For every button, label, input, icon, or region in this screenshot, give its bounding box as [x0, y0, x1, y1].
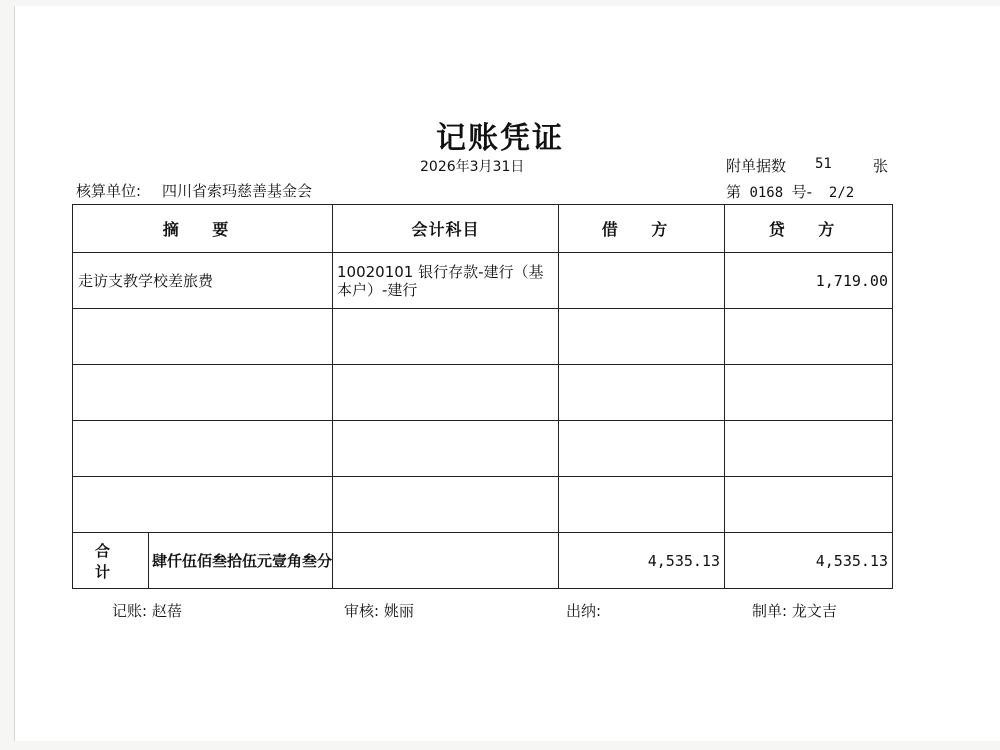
total-label: 合 计 — [73, 533, 149, 588]
bookkeeper-label: 记账: — [112, 602, 148, 620]
total-credit: 4,535.13 — [725, 533, 893, 589]
preparer-signature — [752, 600, 837, 621]
row-account — [333, 421, 559, 477]
total-cell — [73, 533, 333, 589]
header-account: 会计科目 — [333, 205, 559, 253]
bookkeeper-signature — [112, 600, 182, 621]
cashier-signature — [566, 600, 601, 621]
table-header-row — [73, 205, 893, 253]
voucher-number-prefix: 第 — [726, 183, 742, 201]
voucher-page: 2/2 — [828, 185, 855, 201]
bookkeeper-name: 赵蓓 — [151, 602, 182, 620]
accounting-unit-value: 四川省索玛慈善基金会 — [162, 182, 313, 200]
row-summary — [73, 365, 333, 421]
voucher-number-suffix: 号- — [791, 183, 813, 201]
header-debit: 借 方 — [559, 205, 725, 253]
voucher-date: 2026年3月31日 — [420, 159, 525, 175]
row-debit — [559, 477, 725, 533]
accounting-unit-label: 核算单位: — [76, 182, 142, 200]
row-debit — [559, 421, 725, 477]
total-account-empty — [333, 533, 559, 589]
preparer-name: 龙文吉 — [791, 602, 837, 620]
reviewer-name: 姚丽 — [383, 602, 414, 620]
row-account: 10020101 银行存款-建行（基本户）-建行 — [333, 253, 559, 309]
cashier-label: 出纳: — [566, 602, 602, 620]
total-row — [73, 533, 893, 589]
voucher-number-value: 0168 — [749, 185, 784, 201]
table-row — [73, 365, 893, 421]
header-credit: 贷 方 — [725, 205, 893, 253]
row-credit: 1,719.00 — [725, 253, 893, 309]
row-summary — [73, 477, 333, 533]
table-row — [73, 477, 893, 533]
row-debit — [559, 309, 725, 365]
row-debit — [559, 365, 725, 421]
table-row — [73, 253, 893, 309]
row-account — [333, 365, 559, 421]
attachments-label: 附单据数 — [726, 157, 787, 175]
reviewer-signature — [344, 600, 414, 621]
attachments-unit: 张 — [873, 157, 889, 175]
reviewer-label: 审核: — [344, 602, 380, 620]
header-summary: 摘 要 — [73, 205, 333, 253]
row-summary: 走访支教学校差旅费 — [73, 253, 333, 309]
voucher-table — [72, 204, 893, 589]
preparer-label: 制单: — [752, 602, 788, 620]
attachments-count: 51 — [815, 156, 832, 172]
voucher-number — [726, 181, 854, 202]
row-debit — [559, 253, 725, 309]
table-row — [73, 421, 893, 477]
total-amount-words: 肆仟伍佰叁拾伍元壹角叁分 — [151, 552, 332, 570]
table-row — [73, 309, 893, 365]
row-credit — [725, 477, 893, 533]
row-summary — [73, 309, 333, 365]
row-credit — [725, 309, 893, 365]
row-credit — [725, 421, 893, 477]
row-account — [333, 477, 559, 533]
total-debit: 4,535.13 — [559, 533, 725, 589]
row-credit — [725, 365, 893, 421]
row-summary — [73, 421, 333, 477]
row-account — [333, 309, 559, 365]
voucher-title: 记账凭证 — [436, 121, 564, 156]
